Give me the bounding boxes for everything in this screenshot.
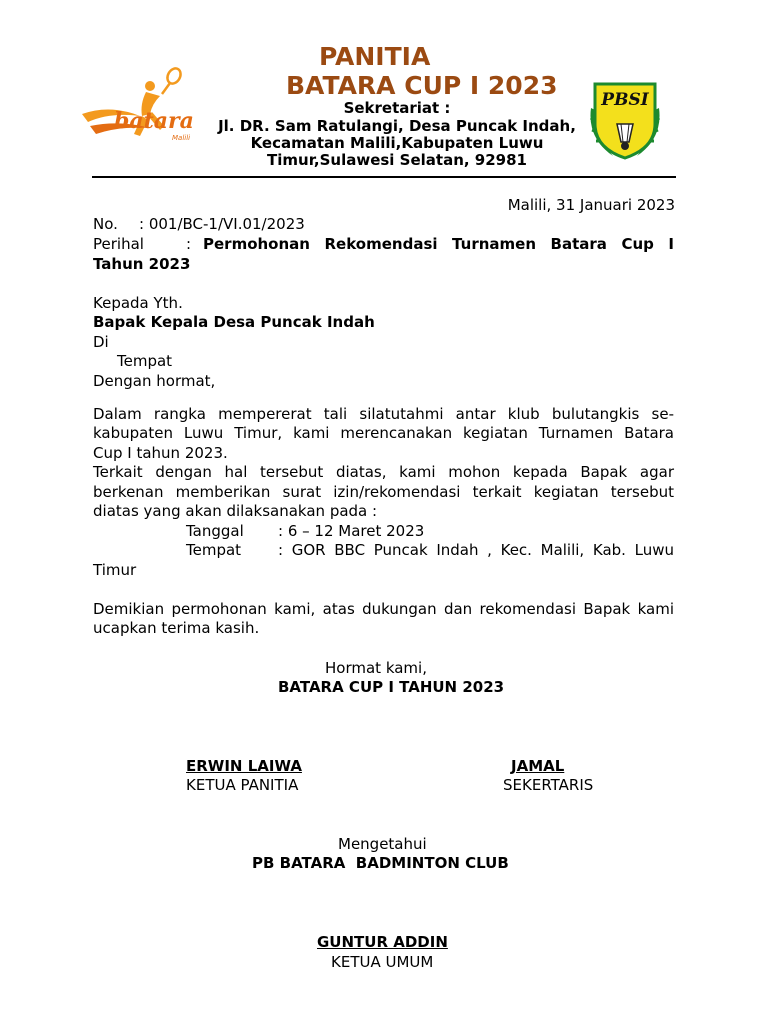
body-paragraph-1-line-2: kabupaten Luwu Timur, kami merencanakan kegiatan Turnamen Batara	[93, 424, 674, 442]
title-event: BATARA CUP I 2023	[286, 71, 558, 100]
regards: Hormat kami,	[325, 659, 427, 677]
detail-date-label: Tanggal	[186, 522, 244, 540]
signatory-2-name: JAMAL	[511, 757, 565, 775]
pbsi-logo-text: PBSI	[601, 90, 649, 110]
pbsi-logo	[583, 78, 667, 162]
perihal-separator: :	[186, 235, 192, 253]
body-paragraph-1-line-1: Dalam rangka mempererat tali silatutahmi antar klub bulutangkis se-	[93, 405, 674, 423]
signatory-1-role: KETUA PANITIA	[186, 776, 299, 794]
perihal-value-line-2: Tahun 2023	[93, 255, 191, 273]
detail-place-continuation: Timur	[93, 561, 137, 579]
number-value: : 001/BC-1/VI.01/2023	[139, 215, 305, 233]
recipient-place: Tempat	[117, 352, 173, 370]
batara-logo	[80, 64, 210, 150]
recipient-di: Di	[93, 333, 109, 351]
batara-logo-wordmark: batara	[114, 108, 194, 134]
acknowledged-label: Mengetahui	[338, 835, 427, 853]
signatory-1-name: ERWIN LAIWA	[186, 757, 302, 775]
body-paragraph-2-line-1: Terkait dengan hal tersebut diatas, kami mohon kepada Bapak agar	[93, 463, 674, 481]
number-label: No.	[93, 215, 118, 233]
signatory-3-name: GUNTUR ADDIN	[317, 933, 448, 951]
greeting: Dengan hormat,	[93, 372, 216, 390]
committee-name: BATARA CUP I TAHUN 2023	[278, 678, 505, 696]
address-line-3: Timur,Sulawesi Selatan, 92981	[267, 151, 527, 169]
closing-line-1: Demikian permohonan kami, atas dukungan dan rekomendasi Bapak kami	[93, 600, 674, 618]
body-paragraph-1-line-3: Cup I tahun 2023.	[93, 444, 228, 462]
header-divider	[92, 176, 676, 178]
club-name: PB BATARA BADMINTON CLUB	[252, 854, 509, 872]
recipient-name: Bapak Kepala Desa Puncak Indah	[93, 313, 375, 331]
perihal-value-line-1: Permohonan Rekomendasi Turnamen Batara Cup I	[203, 235, 674, 253]
detail-place-value: : GOR BBC Puncak Indah , Kec. Malili, Kab. Luwu	[278, 541, 674, 559]
body-paragraph-2-line-2: berkenan memberikan surat izin/rekomendasi terkait kegiatan tersebut	[93, 483, 674, 501]
recipient-intro: Kepada Yth.	[93, 294, 183, 312]
batara-logo-sub: Malili	[172, 134, 191, 142]
address-line-2: Kecamatan Malili,Kabupaten Luwu	[250, 134, 544, 152]
detail-date-value: : 6 – 12 Maret 2023	[278, 522, 425, 540]
closing-line-2: ucapkan terima kasih.	[93, 619, 260, 637]
letter-date: Malili, 31 Januari 2023	[507, 196, 675, 214]
title-panitia: PANITIA	[319, 42, 431, 71]
signatory-3-role: KETUA UMUM	[331, 953, 434, 971]
signatory-2-role: SEKERTARIS	[503, 776, 594, 794]
body-paragraph-2-line-3: diatas yang akan dilaksanakan pada :	[93, 502, 378, 520]
detail-place-label: Tempat	[186, 541, 242, 559]
perihal-label: Perihal	[93, 235, 144, 253]
sekretariat-label: Sekretariat :	[343, 99, 451, 117]
address-line-1: Jl. DR. Sam Ratulangi, Desa Puncak Indah,	[218, 117, 576, 135]
